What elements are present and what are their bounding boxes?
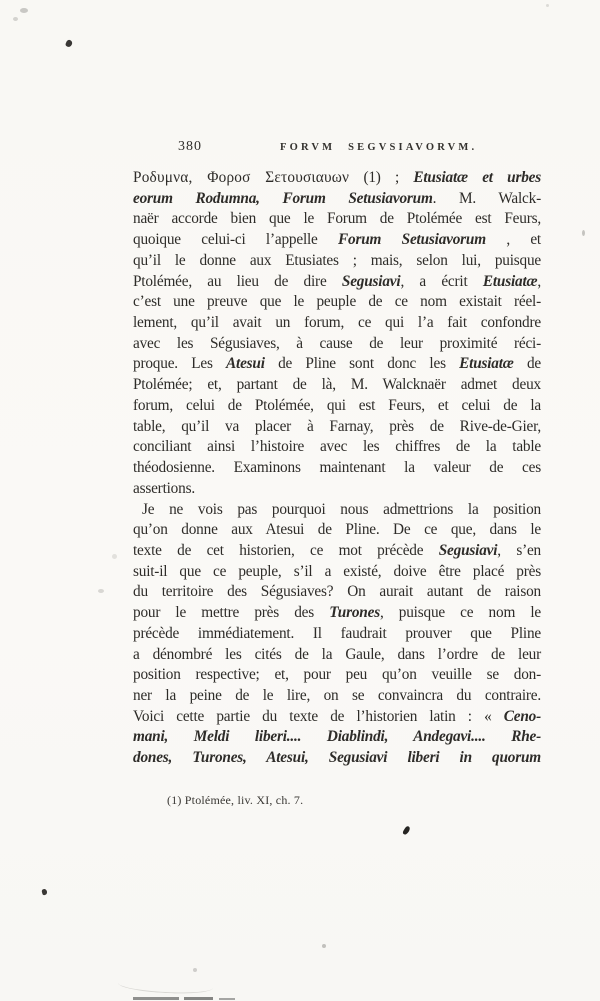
text-line <box>133 645 541 666</box>
scan-speck <box>20 8 28 13</box>
text-line <box>133 520 541 541</box>
plain-text: , puisque ce nom le <box>379 604 541 622</box>
running-head: FORVM SEGVSIAVORVM. <box>280 142 478 153</box>
plain-text: , a écrit <box>400 272 483 290</box>
body-text <box>133 168 541 769</box>
text-line <box>133 624 541 645</box>
pencil-mark <box>118 976 214 996</box>
plain-text: Ptolémée; et, partant de là, M. Walcknaër admet deux <box>133 376 541 394</box>
plain-text: assertions. <box>133 479 195 497</box>
plain-text: proque. Les <box>133 355 227 373</box>
text-line <box>133 189 541 210</box>
scan-speck <box>13 17 18 21</box>
plain-text: position respective; et, pour peu qu’on veuille se don- <box>133 666 541 684</box>
plain-text: Ptolémée, au lieu de dire <box>133 272 342 290</box>
plain-text: Je ne vois pas pourquoi nous admettrions la position <box>142 500 541 518</box>
scan-speck <box>546 4 549 7</box>
text-line <box>133 272 541 293</box>
text-line <box>133 292 541 313</box>
greek-text: Ροδυμνα, Φοροσ Σετουσιαυων <box>133 169 350 186</box>
plain-text: qu’il le donne aux Etusiates ; mais, selon lui, puisque <box>133 251 541 269</box>
plain-text: précède immédiatement. Il faudrait prouver que Pline <box>133 624 541 642</box>
emphasized-text: Etusiatæ <box>459 355 514 373</box>
emphasized-text: Ceno- <box>503 707 541 725</box>
text-line <box>133 417 541 438</box>
text-line <box>133 313 541 334</box>
emphasized-text: Etusiatæ <box>482 272 538 290</box>
text-line <box>133 707 541 728</box>
text-line <box>133 748 541 769</box>
plain-text: a dénombré les cités de la Gaule, dans l’ordre de leur <box>133 645 541 663</box>
ink-smudge <box>65 39 73 48</box>
plain-text: ner la peine de le lire, on se convaincra du contraire. <box>133 686 541 704</box>
scan-speck <box>582 230 585 236</box>
text-line <box>133 168 541 189</box>
plain-text: de <box>513 355 542 373</box>
emphasized-text: eorum Rodumna, Forum Setusiavorum <box>133 189 433 207</box>
emphasized-text: Atesui <box>226 355 265 373</box>
plain-text: texte de cet historien, ce mot précède <box>133 541 439 559</box>
plain-text: table, qu’il va placer à Farnay, près de Rive-de-Gier, <box>133 417 541 435</box>
page-number: 380 <box>178 139 202 154</box>
text-line <box>133 437 541 458</box>
plain-text: avec les Ségusiaves, à cause de leur proximité réci- <box>133 334 541 352</box>
text-line <box>133 562 541 583</box>
plain-text: (1) ; <box>349 169 414 186</box>
emphasized-text: Forum Setusiavorum <box>338 231 486 249</box>
emphasized-text: Segusiavi <box>341 272 401 290</box>
text-line <box>133 686 541 707</box>
plain-text: pour le mettre près des <box>133 604 330 622</box>
plain-text: théodosienne. Examinons maintenant la valeur de ces <box>133 459 541 477</box>
plain-text: du territoire des Ségusiaves? On aurait autant de raison <box>133 583 541 601</box>
plain-text: . M. Walck- <box>432 189 541 207</box>
plain-text: naër accorde bien que le Forum de Ptolémée est Feurs, <box>133 210 541 228</box>
scan-speck <box>193 968 197 972</box>
emphasized-text: dones, Turones, Atesui, Segusiavi liberi in quorum <box>133 749 541 767</box>
scan-speck <box>322 944 326 948</box>
plain-text: , <box>537 272 542 290</box>
scan-bar <box>219 998 235 1000</box>
text-line <box>133 603 541 624</box>
plain-text: suit-il que ce peuple, s’il a existé, doive être placé près <box>133 562 541 580</box>
footnote: (1) Ptolémée, liv. XI, ch. 7. <box>167 793 304 807</box>
plain-text: quoique celui-ci l’appelle <box>133 231 339 249</box>
text-line <box>133 209 541 230</box>
plain-text: c’est une preuve que le peuple de ce nom existait réel- <box>133 293 541 311</box>
emphasized-text: Turones <box>329 604 380 622</box>
plain-text: , et <box>485 231 541 249</box>
scan-speck <box>98 589 104 593</box>
plain-text: conciliant ainsi l’histoire avec les chiffres de la table <box>133 438 541 456</box>
ink-smudge <box>402 825 411 835</box>
plain-text: lement, qu’il avait un forum, ce qui l’a fait confondre <box>133 314 541 332</box>
emphasized-text: mani, Meldi liberi.... Diablindi, Andegavi.... Rhe- <box>133 728 541 746</box>
plain-text: forum, celui de Ptolémée, qui est Feurs, et celui de la <box>133 396 541 414</box>
ink-smudge <box>41 888 47 895</box>
plain-text: qu’on donne aux Atesui de Pline. De ce que, dans le <box>133 521 541 539</box>
scan-bar <box>133 997 179 1000</box>
text-line <box>133 230 541 251</box>
text-line <box>133 251 541 272</box>
text-line <box>133 334 541 355</box>
emphasized-text: Etusiatæ et urbes <box>413 169 542 186</box>
plain-text: Voici cette partie du texte de l’historien latin : « <box>133 707 504 725</box>
scan-speck <box>112 554 117 559</box>
text-line <box>133 396 541 417</box>
text-line <box>133 479 541 500</box>
emphasized-text: Segusiavi <box>438 541 498 559</box>
plain-text: de Pline sont donc les <box>264 355 460 373</box>
text-line <box>133 541 541 562</box>
text-line <box>133 458 541 479</box>
text-line <box>133 375 541 396</box>
text-line <box>133 727 541 748</box>
text-line <box>133 582 541 603</box>
text-line <box>133 354 541 375</box>
scan-bar <box>184 997 213 1000</box>
text-line <box>133 500 541 521</box>
text-line <box>133 665 541 686</box>
plain-text: , s’en <box>497 541 541 559</box>
